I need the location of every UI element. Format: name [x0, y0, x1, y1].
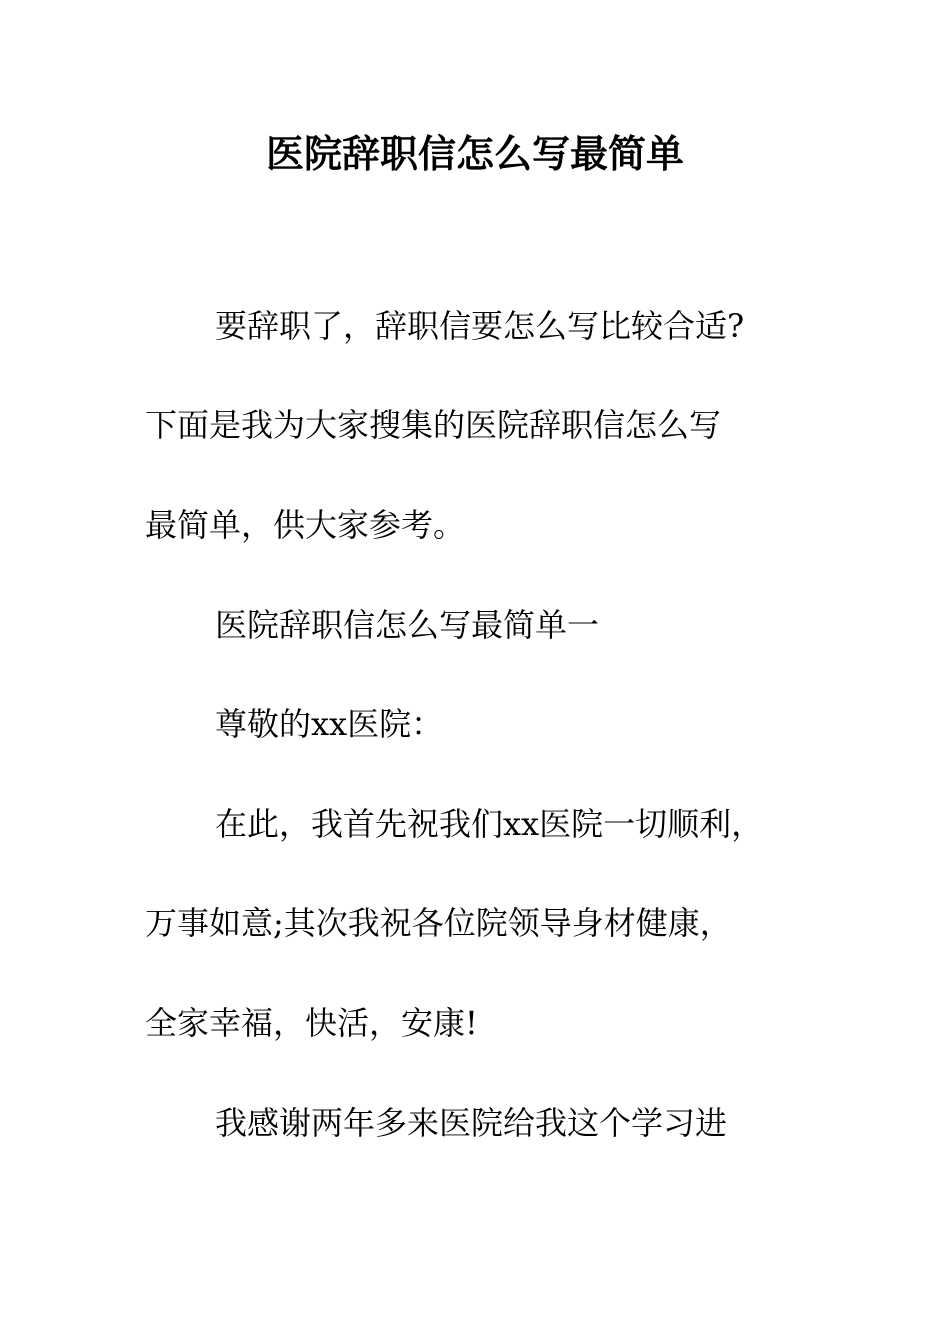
- document-title: 医院辞职信怎么写最简单: [265, 131, 684, 176]
- body-line-1: 要辞职了，辞职信要怎么写比较合适?: [215, 307, 745, 345]
- body-line-4: 在此，我首先祝我们xx医院一切顺利，: [215, 805, 764, 843]
- body-line-2: 下面是我为大家搜集的医院辞职信怎么写: [145, 406, 722, 444]
- body-line-5: 万事如意;其次我祝各位院领导身材健康，: [145, 904, 732, 942]
- salutation: 尊敬的xx医院：: [215, 705, 444, 743]
- body-line-6: 全家幸福，快活，安康!: [145, 1004, 478, 1042]
- body-line-7: 我感谢两年多来医院给我这个学习进: [215, 1104, 728, 1142]
- section-heading: 医院辞职信怎么写最简单一: [215, 606, 600, 644]
- body-line-3: 最简单，供大家参考。: [145, 506, 466, 544]
